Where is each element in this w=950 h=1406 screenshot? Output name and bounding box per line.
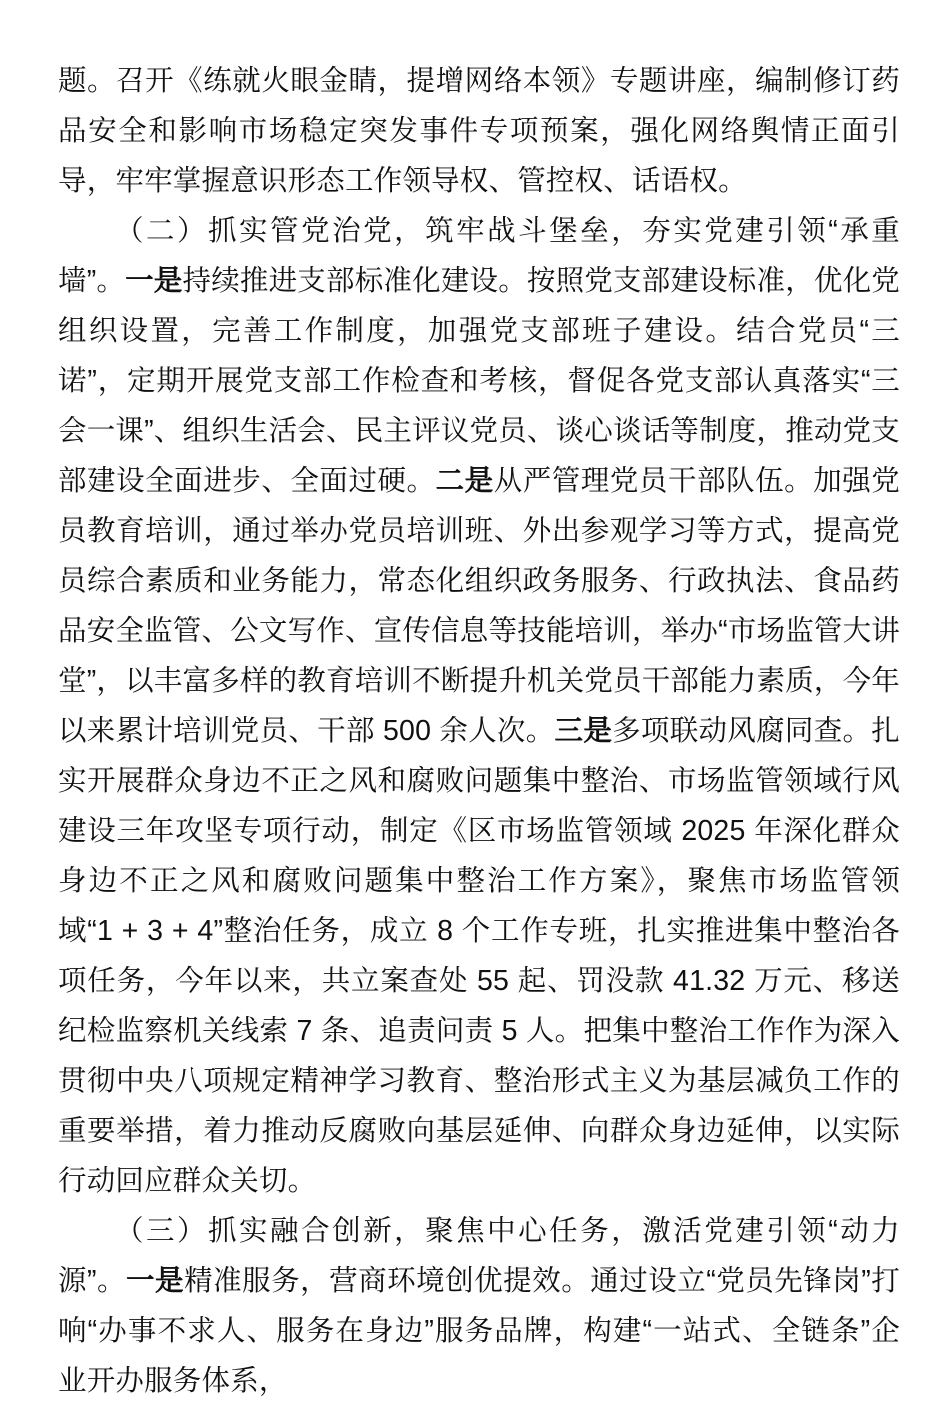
text-run-section-three-body: 精准服务，营商环境创优提效。通过设立“党员先锋岗”打响“办事不求人、服务在身边”服务品牌，构建“一站式、全链条”企业开办服务体系，: [58, 1265, 901, 1397]
document-body: [58, 56, 900, 1406]
enum-marker-yishi-1: 一是: [125, 265, 183, 297]
paragraph-section-three: [58, 1206, 900, 1406]
text-run-sanshi-body: 多项联动风腐同查。扎实开展群众身边不正之风和腐败问题集中整治、市场监管领域行风建设三年攻坚专项行动，制定《区市场监管领域 2025 年深化群众身边不正之风和腐败问题集中整治工作方案》，聚焦市场监管领域“1 + 3 + 4”整治任务，成立 8 个工作专班，扎实推进集中整治各项任务，今年以来，共立案查处 55 起、罚没款 41.32 万元、移送纪检监察机关线索 7 条、追责问责 5 人。把集中整治工作作为深入贯彻中央八项规定精神学习教育、整治形式主义为基层减负工作的重要举措，着力推动反腐败向基层延伸、向群众身边延伸，以实际行动回应群众关切。: [58, 715, 900, 1197]
enum-marker-sanshi: 三是: [554, 715, 613, 747]
text-run: 题。召开《练就火眼金睛，提增网络本领》专题讲座，编制修订药品安全和影响市场稳定突发事件专项预案，强化网络舆情正面引导，牢牢掌握意识形态工作领导权、管控权、话语权。: [58, 65, 900, 197]
enum-marker-ershi: 二是: [435, 465, 494, 497]
section-heading-two: （二）抓实管党治党，筑牢战斗堡垒，夯实党建引领“承重墙”。: [58, 215, 900, 297]
enum-marker-yishi-2: 一是: [126, 1265, 185, 1297]
paragraph-continuation: [58, 56, 900, 206]
text-run-ershi-body: 从严管理党员干部队伍。加强党员教育培训，通过举办党员培训班、外出参观学习等方式，提高党员综合素质和业务能力，常态化组织政务服务、行政执法、食品药品安全监管、公文写作、宣传信息等技能培训，举办“市场监管大讲堂”，以丰富多样的教育培训不断提升机关党员干部能力素质，今年以来累计培训党员、干部 500 余人次。: [58, 465, 900, 747]
text-run-yishi-body: 持续推进支部标准化建设。按照党支部建设标准，优化党组织设置，完善工作制度，加强党支部班子建设。结合党员“三诺”，定期开展党支部工作检查和考核，督促各党支部认真落实“三会一课”、组织生活会、民主评议党员、谈心谈话等制度，推动党支部建设全面进步、全面过硬。: [58, 265, 901, 497]
section-heading-three: （三）抓实融合创新，聚焦中心任务，激活党建引领“动力源”。: [58, 1215, 900, 1297]
paragraph-section-two: [58, 206, 900, 1206]
